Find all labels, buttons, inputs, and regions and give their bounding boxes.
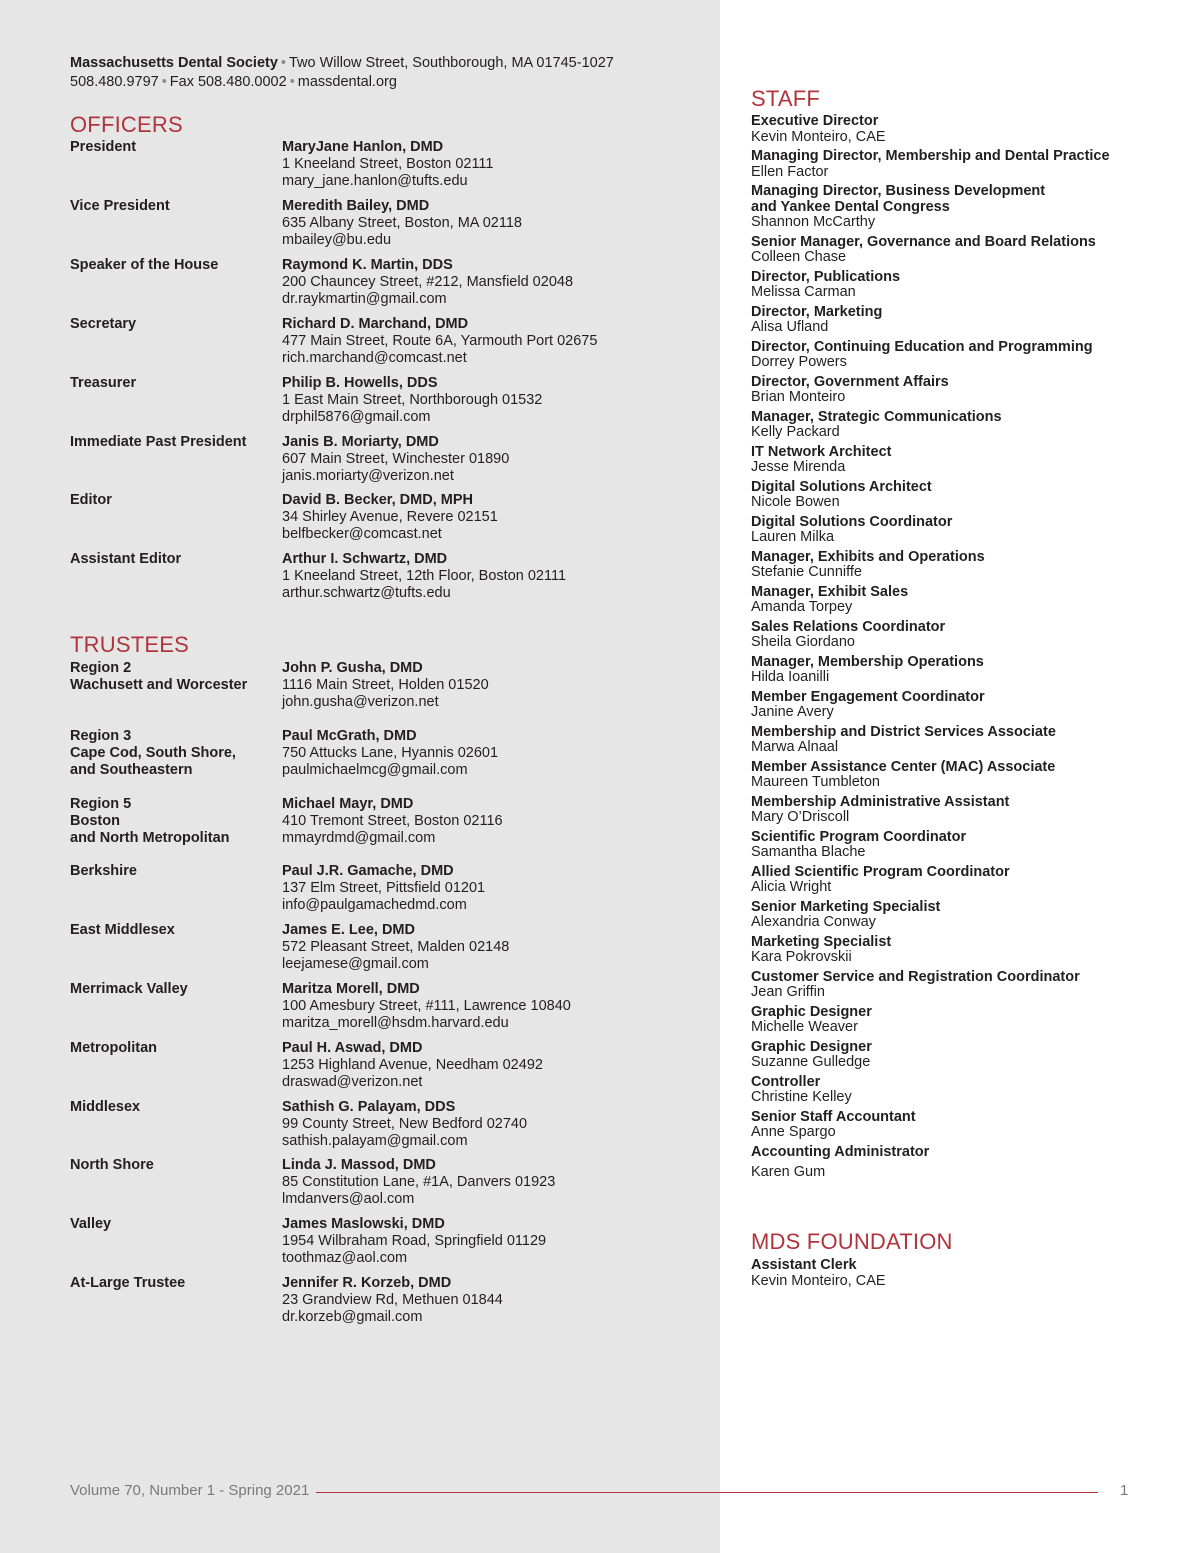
staff-name: Michelle Weaver — [751, 1019, 858, 1035]
staff-title: Manager, Exhibits and Operations — [751, 548, 985, 565]
staff-entry — [751, 1110, 1191, 1141]
staff-entry — [751, 795, 1191, 826]
staff-name: Alicia Wright — [751, 879, 832, 895]
trustee-address: 137 Elm Street, Pittsfield 01201 — [282, 879, 486, 896]
trustee-address: 85 Constitution Lane, #1A, Danvers 01923 — [282, 1173, 556, 1190]
trustee-email: leejamese@gmail.com — [282, 955, 429, 972]
staff-entry — [751, 725, 1191, 756]
staff-entry — [751, 410, 1191, 441]
officer-name: Richard D. Marchand, DMD — [282, 316, 469, 332]
staff-title: Customer Service and Registration Coordinator — [751, 968, 1080, 985]
staff-name: Janine Avery — [751, 704, 834, 720]
trustee-contact — [282, 1275, 712, 1325]
trustee-contact — [282, 728, 712, 778]
staff-name: Amanda Torpey — [751, 599, 853, 615]
trustee-email: mmayrdmd@gmail.com — [282, 829, 436, 846]
trustee-email: toothmaz@aol.com — [282, 1249, 408, 1266]
staff-title: Director, Government Affairs — [751, 373, 949, 390]
staff-name: Hilda Ioanilli — [751, 669, 830, 685]
staff-entry — [751, 830, 1191, 861]
officer-contact — [282, 375, 712, 425]
trustee-address: 750 Attucks Lane, Hyannis 02601 — [282, 744, 499, 761]
trustee-name: James Maslowski, DMD — [282, 1216, 445, 1232]
officer-role: Editor — [70, 492, 112, 508]
trustee-email: lmdanvers@aol.com — [282, 1190, 415, 1207]
officer-role: President — [70, 139, 137, 155]
staff-title: Senior Manager, Governance and Board Relations — [751, 233, 1096, 250]
trustee-contact — [282, 863, 712, 913]
officer-email: mbailey@bu.edu — [282, 231, 392, 248]
trustee-contact — [282, 660, 712, 710]
officer-name: MaryJane Hanlon, DMD — [282, 139, 444, 155]
trustee-role: Region 3 Cape Cod, South Shore, and Southeastern — [70, 728, 236, 778]
staff-title: Director, Publications — [751, 268, 901, 285]
staff-name: Lauren Milka — [751, 529, 835, 545]
officer-role: Treasurer — [70, 375, 137, 391]
staff-name: Mary O’Driscoll — [751, 809, 850, 825]
org-phone: 508.480.9797 — [70, 74, 159, 90]
officer-role: Immediate Past President — [70, 434, 247, 450]
staff-name: Suzanne Gulledge — [751, 1054, 871, 1070]
staff-entry — [751, 690, 1191, 721]
staff-name: Marwa Alnaal — [751, 739, 839, 755]
staff-name: Samantha Blache — [751, 844, 866, 860]
officer-address: 1 Kneeland Street, Boston 02111 — [282, 155, 494, 172]
bullet-separator: • — [161, 74, 167, 90]
staff-title: Manager, Strategic Communications — [751, 408, 1002, 425]
staff-name: Shannon McCarthy — [751, 214, 876, 230]
staff-name: Ellen Factor — [751, 163, 829, 180]
staff-title: Managing Director, Membership and Dental Practice — [751, 148, 1110, 164]
staff-entry — [751, 1145, 1191, 1181]
trustee-address: 1954 Wilbraham Road, Springfield 01129 — [282, 1232, 547, 1249]
foundation-entry — [751, 1258, 886, 1289]
staff-name: Nicole Bowen — [751, 494, 840, 510]
officer-email: drphil5876@gmail.com — [282, 408, 431, 425]
staff-title: Manager, Membership Operations — [751, 653, 984, 670]
org-address: Two Willow Street, Southborough, MA 01745-1027 — [289, 55, 614, 71]
officer-email: rich.marchand@comcast.net — [282, 349, 467, 366]
trustee-email: dr.korzeb@gmail.com — [282, 1308, 423, 1325]
trustee-name: Sathish G. Palayam, DDS — [282, 1099, 456, 1115]
officer-address: 607 Main Street, Winchester 01890 — [282, 450, 510, 467]
trustees-heading: TRUSTEES — [70, 632, 189, 657]
staff-name: Brian Monteiro — [751, 389, 846, 405]
trustee-address: 99 County Street, New Bedford 02740 — [282, 1115, 528, 1132]
officer-name: Meredith Bailey, DMD — [282, 198, 430, 214]
staff-entry — [751, 970, 1191, 1001]
officer-contact — [282, 316, 712, 366]
trustee-name: Michael Mayr, DMD — [282, 796, 414, 812]
staff-title: Allied Scientific Program Coordinator — [751, 863, 1010, 880]
trustee-email: paulmichaelmcg@gmail.com — [282, 761, 468, 778]
trustee-email: info@paulgamachedmd.com — [282, 896, 467, 913]
trustee-name: Paul J.R. Gamache, DMD — [282, 863, 454, 879]
bullet-separator: • — [289, 74, 295, 90]
staff-entry — [751, 620, 1191, 651]
trustee-name: Paul McGrath, DMD — [282, 728, 417, 744]
staff-entry — [751, 550, 1191, 581]
trustee-name: John P. Gusha, DMD — [282, 660, 423, 676]
officer-email: mary_jane.hanlon@tufts.edu — [282, 172, 468, 189]
officer-email: arthur.schwartz@tufts.edu — [282, 584, 451, 601]
officer-contact — [282, 139, 712, 189]
trustee-address: 100 Amesbury Street, #111, Lawrence 10840 — [282, 997, 571, 1014]
trustee-role: Region 2 Wachusett and Worcester — [70, 660, 248, 693]
staff-entry — [751, 1075, 1191, 1106]
staff-list — [751, 114, 1191, 1185]
staff-title: Managing Director, Business Development and Yankee Dental Congress — [751, 183, 1046, 215]
bullet-separator: • — [280, 55, 286, 71]
trustee-contact — [282, 1216, 712, 1266]
trustee-address: 23 Grandview Rd, Methuen 01844 — [282, 1291, 503, 1308]
officer-role: Secretary — [70, 316, 137, 332]
officer-email: belfbecker@comcast.net — [282, 525, 442, 542]
staff-title: Member Engagement Coordinator — [751, 688, 985, 705]
officer-address: 1 East Main Street, Northborough 01532 — [282, 391, 543, 408]
org-fax: Fax 508.480.0002 — [169, 74, 287, 90]
officer-address: 34 Shirley Avenue, Revere 02151 — [282, 508, 498, 525]
staff-title: Controller — [751, 1073, 821, 1090]
staff-title: Senior Staff Accountant — [751, 1108, 916, 1125]
staff-name: Jean Griffin — [751, 984, 825, 1000]
staff-title: Graphic Designer — [751, 1003, 872, 1020]
staff-name: Maureen Tumbleton — [751, 774, 880, 790]
staff-entry — [751, 1005, 1191, 1036]
staff-title: Director, Continuing Education and Programming — [751, 338, 1093, 355]
trustee-contact — [282, 1157, 712, 1207]
staff-entry — [751, 515, 1191, 546]
trustee-email: draswad@verizon.net — [282, 1073, 423, 1090]
staff-title: Executive Director — [751, 113, 879, 129]
officer-name: David B. Becker, DMD, MPH — [282, 492, 473, 508]
officer-contact — [282, 434, 712, 484]
staff-entry — [751, 445, 1191, 476]
officer-email: dr.raykmartin@gmail.com — [282, 290, 447, 307]
staff-entry — [751, 480, 1191, 511]
staff-title: Director, Marketing — [751, 303, 883, 320]
officer-role: Vice President — [70, 198, 170, 214]
trustee-name: Maritza Morell, DMD — [282, 981, 420, 997]
trustee-address: 1253 Highland Avenue, Needham 02492 — [282, 1056, 543, 1073]
staff-entry — [751, 340, 1191, 371]
staff-name: Colleen Chase — [751, 249, 847, 265]
org-header-line-2 — [70, 73, 614, 92]
trustee-email: sathish.palayam@gmail.com — [282, 1132, 468, 1149]
staff-entry — [751, 585, 1191, 616]
staff-entry — [751, 900, 1191, 931]
trustee-role: Valley — [70, 1216, 112, 1232]
staff-entry — [751, 305, 1191, 336]
staff-name: Dorrey Powers — [751, 354, 847, 370]
staff-title: Accounting Administrator — [751, 1143, 930, 1160]
officer-name: Philip B. Howells, DDS — [282, 375, 438, 391]
trustee-role: Region 5 Boston and North Metropolitan — [70, 796, 230, 846]
foundation-role: Assistant Clerk — [751, 1257, 857, 1273]
trustee-role: Merrimack Valley — [70, 981, 188, 997]
staff-entry — [751, 149, 1191, 180]
staff-heading: STAFF — [751, 86, 821, 111]
trustee-contact — [282, 981, 712, 1031]
foundation-name: Kevin Monteiro, CAE — [751, 1272, 886, 1289]
trustee-name: Jennifer R. Korzeb, DMD — [282, 1275, 452, 1291]
issue-label: Volume 70, Number 1 - Spring 2021 — [70, 1482, 310, 1499]
staff-name: Karen Gum — [751, 1164, 826, 1180]
staff-name: Christine Kelley — [751, 1089, 852, 1105]
staff-entry — [751, 114, 1191, 145]
staff-name: Alisa Ufland — [751, 319, 829, 335]
officer-contact — [282, 551, 712, 601]
trustee-contact — [282, 1040, 712, 1090]
officer-role: Speaker of the House — [70, 257, 219, 273]
staff-title: Membership Administrative Assistant — [751, 793, 1010, 810]
trustee-address: 1116 Main Street, Holden 01520 — [282, 676, 489, 693]
officer-address: 477 Main Street, Route 6A, Yarmouth Port 02675 — [282, 332, 598, 349]
staff-name: Alexandria Conway — [751, 914, 876, 930]
officer-email: janis.moriarty@verizon.net — [282, 467, 454, 484]
staff-entry — [751, 270, 1191, 301]
org-website: massdental.org — [297, 74, 397, 90]
trustee-name: Linda J. Massod, DMD — [282, 1157, 436, 1173]
staff-name: Sheila Giordano — [751, 634, 855, 650]
trustee-email: john.gusha@verizon.net — [282, 693, 439, 710]
officer-address: 635 Albany Street, Boston, MA 02118 — [282, 214, 522, 231]
trustee-name: James E. Lee, DMD — [282, 922, 415, 938]
trustee-contact — [282, 796, 712, 846]
staff-name: Melissa Carman — [751, 284, 856, 300]
staff-entry — [751, 235, 1191, 266]
trustee-role: At-Large Trustee — [70, 1275, 186, 1291]
staff-name: Anne Spargo — [751, 1124, 836, 1140]
staff-name: Kevin Monteiro, CAE — [751, 128, 886, 145]
staff-title: Digital Solutions Architect — [751, 478, 932, 495]
trustee-name: Paul H. Aswad, DMD — [282, 1040, 423, 1056]
officer-name: Arthur I. Schwartz, DMD — [282, 551, 448, 567]
trustee-address: 410 Tremont Street, Boston 02116 — [282, 812, 503, 829]
org-header-line-1 — [70, 54, 614, 73]
staff-entry — [751, 184, 1191, 231]
trustee-address: 572 Pleasant Street, Malden 02148 — [282, 938, 510, 955]
footer-divider — [316, 1492, 1098, 1493]
trustee-role: Middlesex — [70, 1099, 141, 1115]
officers-heading: OFFICERS — [70, 112, 183, 137]
staff-title: Membership and District Services Associate — [751, 723, 1056, 740]
officer-name: Janis B. Moriarty, DMD — [282, 434, 439, 450]
staff-title: Scientific Program Coordinator — [751, 828, 967, 845]
trustee-role: East Middlesex — [70, 922, 175, 938]
org-header — [70, 54, 614, 92]
foundation-heading: MDS FOUNDATION — [751, 1229, 953, 1254]
staff-entry — [751, 935, 1191, 966]
staff-title: Manager, Exhibit Sales — [751, 583, 909, 600]
staff-entry — [751, 375, 1191, 406]
staff-title: IT Network Architect — [751, 443, 892, 460]
officer-name: Raymond K. Martin, DDS — [282, 257, 453, 273]
page-number: 1 — [1120, 1482, 1129, 1499]
officer-address: 200 Chauncey Street, #212, Mansfield 02048 — [282, 273, 574, 290]
staff-title: Member Assistance Center (MAC) Associate — [751, 758, 1056, 775]
staff-entry — [751, 655, 1191, 686]
trustee-contact — [282, 922, 712, 972]
staff-name: Kara Pokrovskii — [751, 949, 852, 965]
staff-title: Senior Marketing Specialist — [751, 898, 941, 915]
staff-title: Sales Relations Coordinator — [751, 618, 946, 635]
officer-contact — [282, 257, 712, 307]
org-name: Massachusetts Dental Society — [70, 55, 278, 71]
trustee-contact — [282, 1099, 712, 1149]
officer-role: Assistant Editor — [70, 551, 182, 567]
staff-name: Stefanie Cunniffe — [751, 564, 862, 580]
staff-entry — [751, 865, 1191, 896]
trustee-role: Berkshire — [70, 863, 137, 879]
officer-contact — [282, 492, 712, 542]
trustee-email: maritza_morell@hsdm.harvard.edu — [282, 1014, 509, 1031]
staff-title: Digital Solutions Coordinator — [751, 513, 953, 530]
staff-title: Marketing Specialist — [751, 933, 892, 950]
trustee-role: Metropolitan — [70, 1040, 157, 1056]
staff-name: Kelly Packard — [751, 424, 840, 440]
officer-contact — [282, 198, 712, 248]
staff-entry — [751, 760, 1191, 791]
trustee-role: North Shore — [70, 1157, 154, 1173]
staff-entry — [751, 1040, 1191, 1071]
staff-title: Graphic Designer — [751, 1038, 872, 1055]
staff-name: Jesse Mirenda — [751, 459, 846, 475]
officer-address: 1 Kneeland Street, 12th Floor, Boston 02111 — [282, 567, 567, 584]
